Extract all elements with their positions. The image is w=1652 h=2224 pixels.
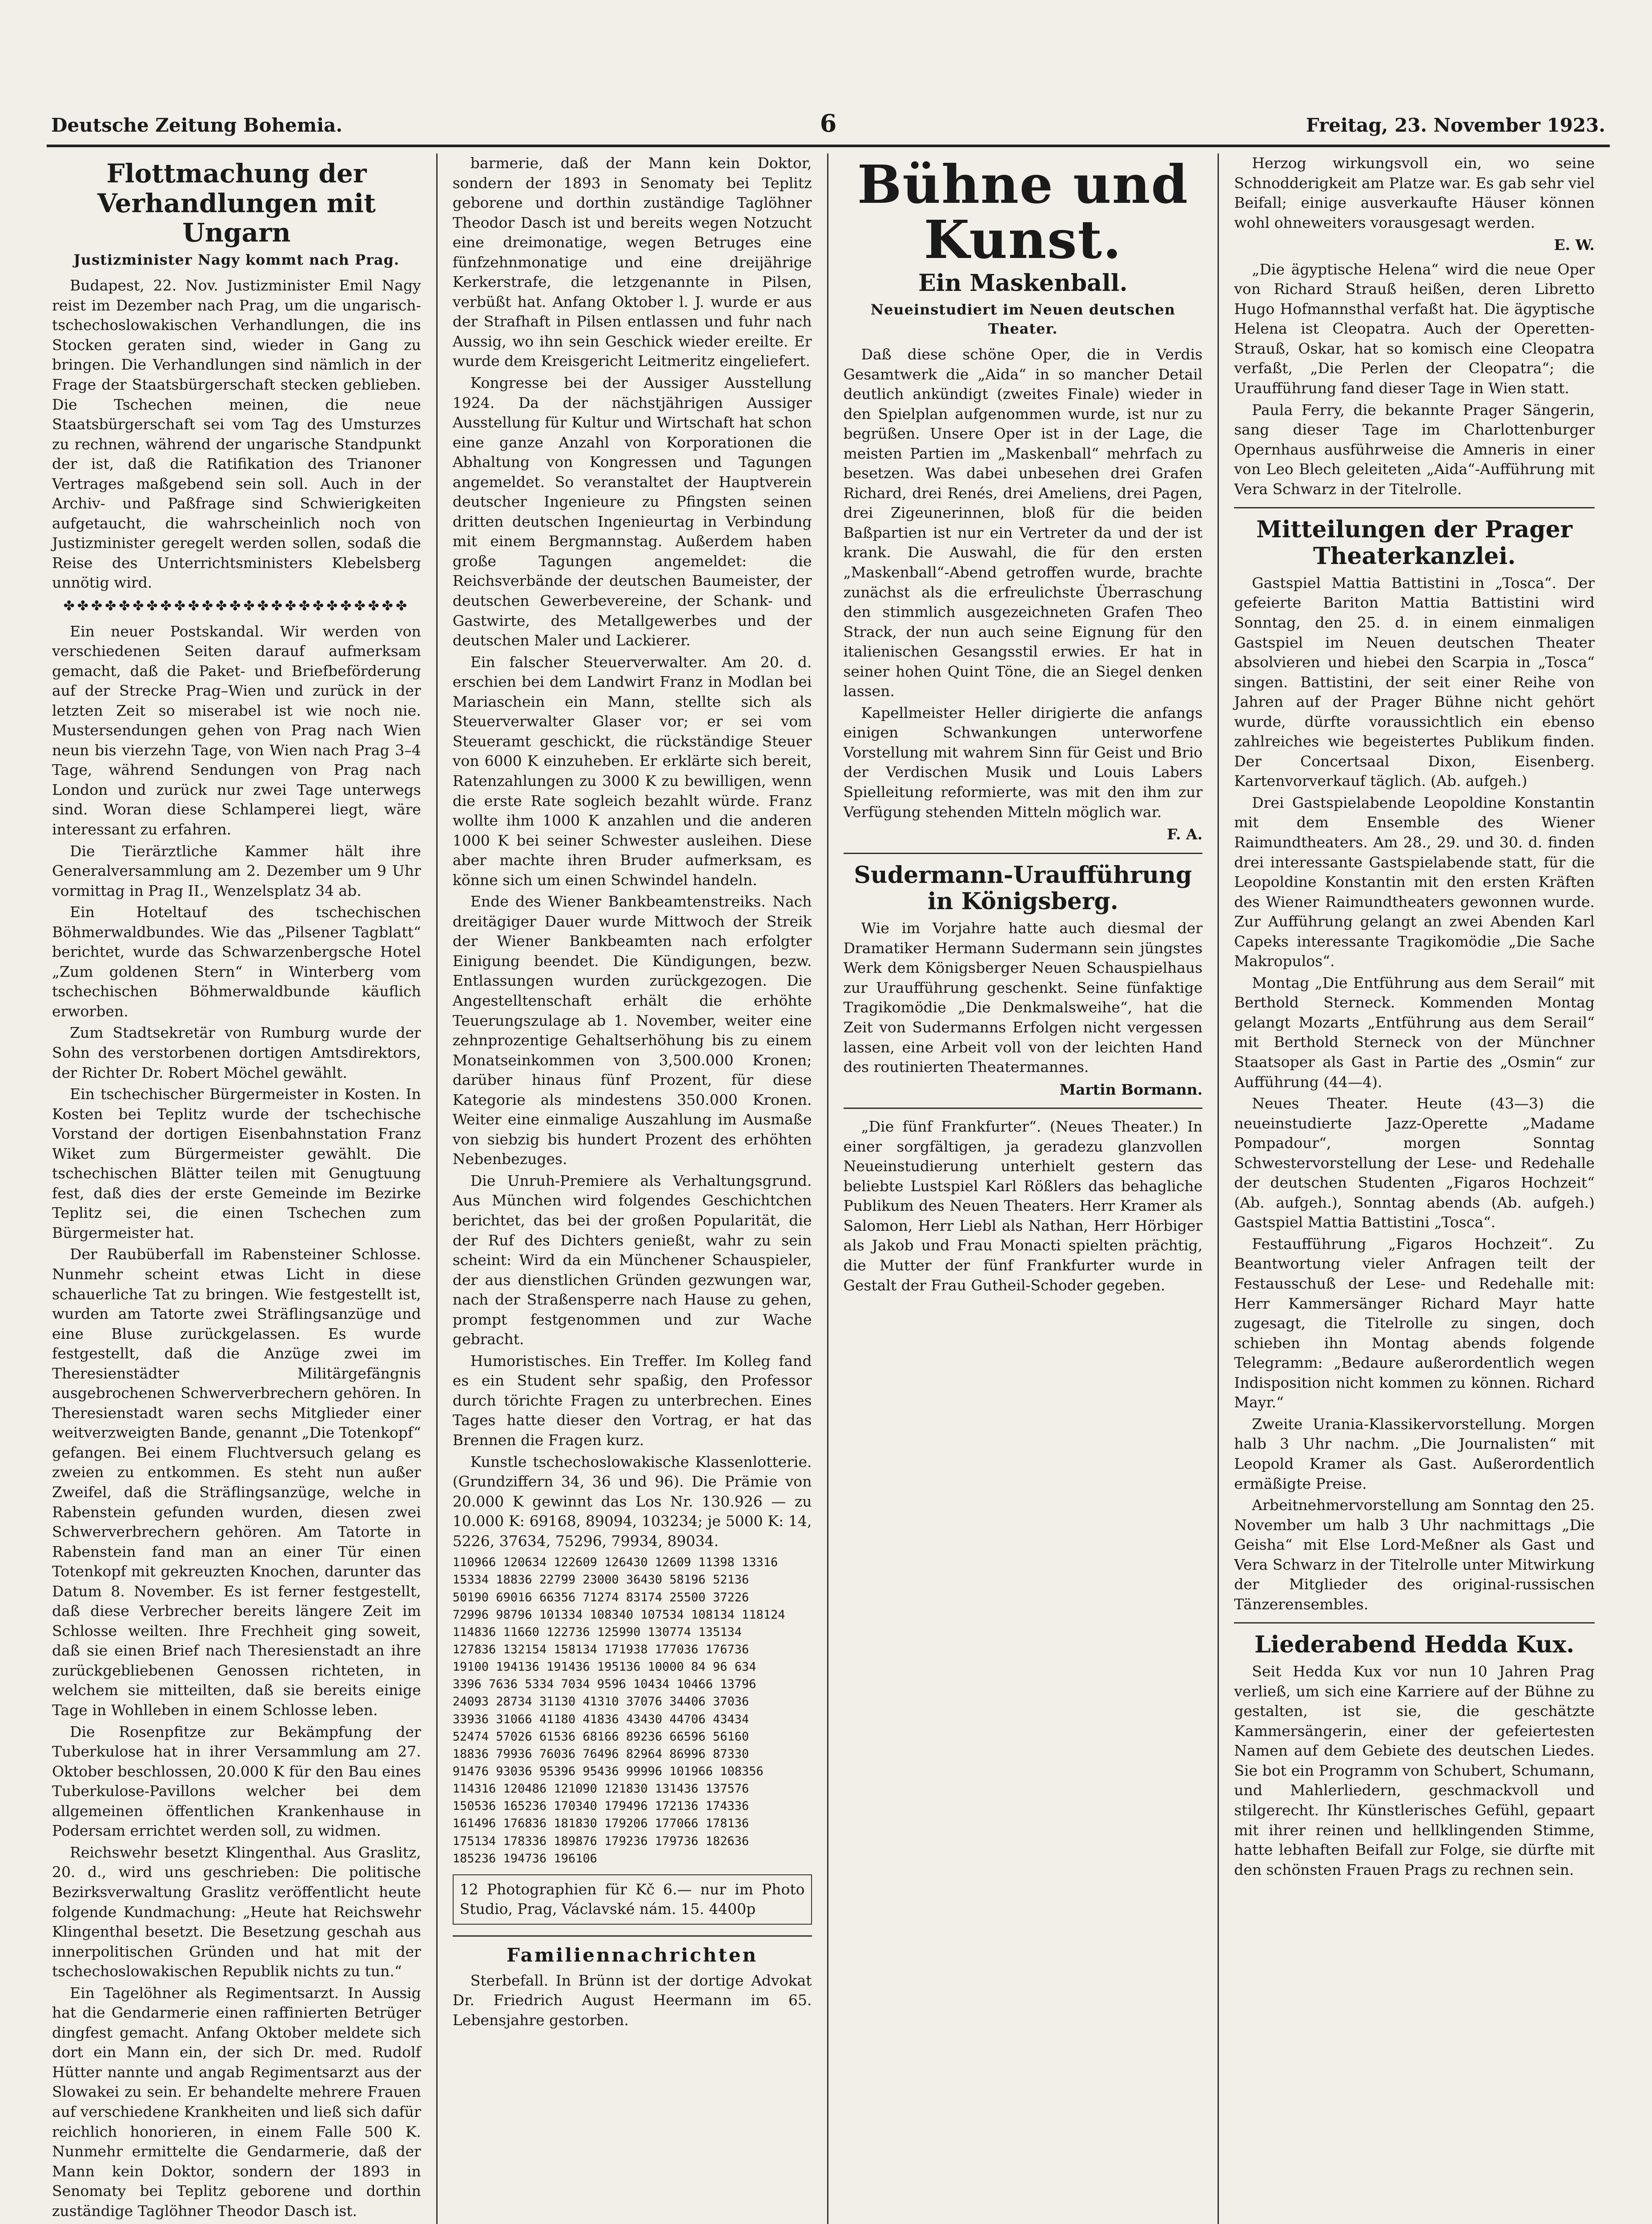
review-signature-fa: F. A.	[1167, 826, 1203, 843]
newspaper-name: Deutsche Zeitung Bohemia.	[51, 114, 342, 136]
article-klingenthal: Reichswehr besetzt Klingenthal. Aus Graslitz, 20. d., wird uns geschrieben: Die politische Bezirksverwaltung Graslitz veröffentlicht heute folgende Kundmachung: „Heute hat Reichswehr Klingenthal besetzt. Die Besetzung geschah aus innerpolitischen Gründen und hat mit der tschechoslowakischen Republik nichts zu tun.“	[52, 1843, 421, 1980]
article-regimentsarzt: Ein Tagelöhner als Regimentsarzt. In Aussig hat die Gendarmerie einen raffinierten Betrüger dingfest gemacht. Anfang Oktober meldete sich dort ein Mann ein, der sich Dr. med. Rudolf Hütter nannte und angab Regimentsarzt aus der Slowakei zu sein. Er behandelte mehrere Frauen auf verschiedene Krankheiten und ließ sich dafür reichlich honorieren, in einem Falle 500 K. Nunmehr ermittelte die Gendarmerie, daß der Mann kein Doktor, sondern der 1893 in Senomaty bei Teplitz geborene und dorthin zuständige Taglöhner Theodor Dasch ist.	[52, 1984, 421, 2220]
article-postskandal: Ein neuer Postskandal. Wir werden von verschiedenen Seiten darauf aufmerksam gemacht, daß die Paket- und Briefbeförderung auf der Strecke Prag–Wien und zurück in der letzten Zeit so miserabel ist wie noch nie. Mustersendungen gehen von Prag nach Wien neun bis vierzehn Tage, von Wien nach Prag 3–4 Tage, während Sendungen von Prag nach London und zurück nur zwei Tage unterwegs sind. Woran diese Schlamperei liegt, wäre interessant zu erfahren.	[52, 622, 421, 838]
review-frankfurter-cont: Herzog wirkungsvoll ein, wo seine Schnodderigkeit am Platze war. Es gab sehr viel Beifall; einige ausverkaufte Häuser können wohl ohneweiters vorausgesagt werden.	[1234, 154, 1595, 231]
article-regimentsarzt-cont: barmerie, daß der Mann kein Doktor, sondern der 1893 in Senomaty bei Teplitz geborene und dorthin zuständige Taglöhner Theodor Dasch ist und bereits wegen Notzucht eine dreimonatige, wegen Betruges eine fünfzehnmonatige und eine dreijährige Kerkerstrafe, die letzgenannte in Pilsen, verbüßt hat. Anfang Oktober l. J. wurde er aus der Strafhaft in Pilsen entlassen und fuhr nach Aussig, wo ihn sein Geschick wieder ereilte. Er wurde dem Kreisgericht Leitmeritz eingeliefert.	[452, 154, 812, 370]
page-number: 6	[820, 109, 837, 137]
article-tieraerztliche-kammer: Die Tierärztliche Kammer hält ihre Generalversammlung am 2. Dezember um 9 Uhr vormittag in Prag II., Wenzelsplatz 34 ab.	[52, 842, 421, 899]
review-hedda-kux: Seit Hedda Kux vor nun 10 Jahren Prag verließ, um sich eine Karriere auf der Bühne zu gestalten, ist sie, die geschätzte Kammersängerin, einer der gefeiertesten Namen auf dem Gebiete des deutschen Liedes. Sie bot ein Programm von Schubert, Schumann, und Mahlerliedern, geschmackvoll und stilgerecht. Ihr Künstlerisches Gefühl, gepaart mit ihrer reinen und hellklingenden Stimme, hatte lebhaften Beifall zur Folge, sie dürfte mit den schönsten Frauen Prags zu rechnen sein.	[1234, 1663, 1595, 1878]
section-theaterkanzlei: Mitteilungen der Prager Theaterkanzlei.	[1256, 516, 1573, 570]
column-3	[828, 153, 1219, 2224]
photo-advertisement: 12 Photographien für Kč 6.— nur im Photo Studio, Prag, Václavské nám. 15. 4400p	[453, 1874, 812, 1925]
column-2	[438, 153, 828, 2224]
notice-arbeitnehmer: Arbeitnehmervorstellung am Sonntag den 25. November um halb 3 Uhr nachmittags „Die Geisha“ mit Else Lord-Meßner als Gast und Vera Schwarz in der Titelrolle unter Mitwirkung der Mitglieder des original-russischen Tänzerensembles.	[1234, 1496, 1595, 1613]
headline-sudermann: Sudermann-Uraufführung in Königsberg.	[854, 861, 1192, 915]
notice-entfuehrung: Montag „Die Entführung aus dem Serail“ mit Berthold Sterneck. Kommenden Montag gelangt Mozarts „Entführung aus dem Serail“ mit Berthold Sterneck von der Münchner Staatsoper als Gast in Partie des „Osmin“ zur Aufführung (44—4).	[1234, 974, 1595, 1091]
lottery-heading: Kunstle tschechoslowakische Klassenlotterie. (Grundziffern 34, 36 und 96). Die Prämie von 20.000 K gewinnt das Los Nr. 130.926 — zu 10.000 K: 69168, 89094, 103234; je 5000 K: 14, 5226, 37634, 75296, 79934, 89034.	[452, 1453, 812, 1550]
article-bankbeamtenstreik: Ende des Wiener Bankbeamtenstreiks. Nach dreitägiger Dauer wurde Mittwoch der Streik der Wiener Bankbeamten nach erfolgter Einigung beendet. Die Kündigungen, bezw. Entlassungen wurden zurückgezogen. Die Angestelltenschaft erhält die erhöhte Teuerungszulage ab 1. November, weiter eine zehnprozentige Gehaltserhöhung bis zu einem Monatseinkommen von 3,500.000 Kronen; darüber hinaus fünf Prozent, für diese Kategorie als mindestens 350.000 Kronen. Weiter eine einmalige Auszahlung im Ausmaße von siebzig bis hundert Prozent des erhöhten Nebenbezuges.	[452, 893, 812, 1168]
article-unruh-premiere: Die Unruh-Premiere als Verhaltungsgrund. Aus München wird folgendes Geschichtchen berichtet, das bei der großen Popularität, die der Ruf des Dichters genießt, wahr zu sein scheint: Wird da ein Münchener Schauspieler, der aus dienstlichen Gründen gezwungen war, nach der Straßensperre nach Hause zu gehen, prompt festgenommen und zur Wache gebracht.	[452, 1172, 812, 1348]
article-kosten: Ein tschechischer Bürgermeister in Kosten. In Kosten bei Teplitz wurde der tschechische Vorstand der dortigen Eisenbahnstation Franz Wiket zum Bürgermeister gewählt. Die tschechischen Blätter teilen mit Genugtuung fest, daß dies der erste Gemeinde im Bezirke Teplitz sei, die einen Tschechen zum Bürgermeister hat.	[52, 1085, 421, 1241]
review-maskenball-2: Kapellmeister Heller dirigierte die anfangs einigen Schwankungen unterworfene Vorstellung mit wahrem Sinn für Geist und Brio der Verdischen Musik und Louis Labers Spielleitung reformierte, was mit den ihm zur Verfügung stehenden Mitteln möglich war.	[843, 704, 1203, 821]
article-humoristisches: Humoristisches. Ein Treffer. Im Kolleg fand es ein Student sehr spaßig, den Professor durch törichte Fragen zu unterbrechen. Eines Tages hatte dieser den Vortrag, er hat das Brennen die Fragen kurz.	[452, 1352, 812, 1449]
divider	[844, 853, 1203, 854]
headline-maskenball: Ein Maskenball.	[918, 269, 1128, 297]
review-signature-ew: E. W.	[1554, 236, 1595, 254]
review-signature-bormann: Martin Bormann.	[1059, 1080, 1203, 1098]
headline-hungary: Flottmachung der Verhandlungen mit Ungarn	[97, 158, 376, 248]
article-aussiger-ausstellung: Kongresse bei der Aussiger Ausstellung 1924. Da der nächstjährigen Aussiger Ausstellung für Kultur und Wirtschaft hat schon eine ganze Anzahl von Korporationen die Abhaltung von Kongressen und Tagungen angemeldet. So veranstaltet der Hauptverein deutscher Ingenieure zu Pfingsten seinen dritten deutschen Ingenieurtag in Verbindung mit einem Bergmannstag. Außerdem haben große Tagungen angemeldet: die Reichsverbände der deutschen Baumeister, der deutschen Gewerbevereine, der Schank- und Gastwirte, des Metallgewerbes und der deutschen Maler und Lackierer.	[452, 374, 812, 649]
article-hungary-text: Budapest, 22. Nov. Justizminister Emil Nagy reist im Dezember nach Prag, um die ungarisch-tschechoslowakischen Verhandlungen, die ins Stocken geraten sind, wieder in Gang zu bringen. Die Verhandlungen sind nämlich in der Frage der Staatsbürgerschaft stecken geblieben. Die Tschechen meinen, die neue Staatsbürgerschaft sei vom Tag des Umsturzes zu rechnen, während der ungarische Standpunkt der ist, daß die Ratifikation des Trianoner Vertrages maßgebend sein soll. Auch in der Archiv- und Paßfrage sind Schwierigkeiten aufgetaucht, die wahrscheinlich noch von Justizminister geregelt werden sollen, sodaß die Reise des Unterrichtsministers Klebelsberg unnötig wird.	[52, 277, 421, 592]
headline-hedda-kux: Liederabend Hedda Kux.	[1254, 1631, 1575, 1659]
review-frankfurter: „Die fünf Frankfurter“. (Neues Theater.) In einer sorgfältigen, ja geradezu glanzvollen Neueinstudierung unterhielt gestern das beliebte Lustspiel Karl Rößlers das behagliche Publikum des Neuen Theaters. Herr Kramer als Salomon, Herr Liebl als Nathan, Herr Hörbiger als Jakob und Frau Monacti spielten prächtig, die Mutter der fünf Frankfurter wurde in Gestalt der Frau Gutheil-Schoder gegeben.	[843, 1118, 1203, 1294]
family-news-text: Sterbefall. In Brünn ist der dortige Advokat Dr. Friedrich August Heermann im 65. Lebensjahre gestorben.	[452, 1971, 812, 2029]
article-steuerverwalter: Ein falscher Steuerverwalter. Am 20. d. erschien bei dem Landwirt Franz in Modlan bei Mariaschein ein Mann, stellte sich als Steuerverwalter Glaser vor; er sei vom Steueramt geschickt, die rückständige Steuer von 6000 K einzuheben. Er erklärte sich bereit, Ratenzahlungen zu 3000 K zu bewilligen, wenn die erste Rate sogleich bezahlt würde. Franz wollte ihm 1000 K anzahlen und die anderen 1000 K bei seiner Schwester ausleihen. Diese aber machte ihren Bruder aufmerksam, es könne sich um einen Schwindel handeln.	[452, 653, 812, 889]
issue-date: Freitag, 23. November 1923.	[1306, 114, 1605, 136]
review-maskenball: Daß diese schöne Oper, die in Verdis Gesamtwerk die „Aida“ in so mancher Detail deutlich ankündigt (zweites Finale) wieder in den Spielplan aufgenommen wurde, ist nur zu begrüßen. Unsere Oper ist in der Lage, die meisten Partien im „Maskenball“ mehrfach zu besetzen. Was dabei unbesehen drei Grafen Richard, drei Renés, drei Ameliens, drei Pagen, drei Zigeunerinnen, bloß für die beiden Baßpartien ist nur ein Vertreter da und der ist krank. Die Auswahl, die für den ersten „Maskenball“-Abend getroffen wurde, brachte zunächst als die erfreulichste Überraschung den stimmlich ausgezeichneten Grafen Theo Strack, der nun auch seine Eignung für den italienischen Gesangsstil erwies. Er hat in seiner hohen Quint Töne, die an Siegel denken lassen.	[843, 345, 1203, 700]
divider	[1234, 1622, 1595, 1624]
article-aegyptische-helena: „Die ägyptische Helena“ wird die neue Oper von Richard Strauß heißen, deren Libretto Hugo Hofmannsthal verfaßt hat. Die ägyptische Helena ist Cleopatra. Auch der Operetten-Strauß, Oskar, hat so komisch eine Cleopatra verfaßt, „Die Perlen der Cleopatra“; die Uraufführung fand dieser Tage in Wien statt.	[1234, 260, 1595, 397]
article-hotelkauf: Ein Hoteltauf des tschechischen Böhmerwaldbundes. Wie das „Pilsener Tagblatt“ berichtet, wurde das Schwarzenbergsche Hotel „Zum goldenen Stern“ in Winterberg vom tschechischen Böhmerwaldbunde käuflich erworben.	[52, 903, 421, 1020]
article-rumburg: Zum Stadtsekretär von Rumburg wurde der Sohn des verstorbenen dortigen Amtsdirektors, der Richter Dr. Robert Möchel gewählt.	[52, 1024, 421, 1081]
notice-urania: Zweite Urania-Klassikervorstellung. Morgen halb 3 Uhr nachm. „Die Journalisten“ mit Leopold Kramer als Gast. Außerordentlich ermäßigte Preise.	[1234, 1415, 1595, 1492]
divider	[1234, 507, 1595, 508]
column-grid	[47, 153, 1610, 2224]
section-title-buehne: Bühne und Kunst.	[857, 153, 1189, 270]
article-paula-ferry: Paula Ferry, die bekannte Prager Sängerin, sang dieser Tage im Charlottenburger Opernhaus ausführweise die Amneris in einer von Leo Blech geleiteten „Aida“-Aufführung mit Vera Schwarz in der Titelrolle.	[1234, 401, 1595, 498]
family-news-title: Familiennachrichten	[453, 1935, 812, 1968]
kicker-neueinstudiert: Neueinstudiert im Neuen deutschen Theater.	[870, 301, 1176, 337]
kicker-nagy: Justizminister Nagy kommt nach Prag.	[73, 251, 400, 269]
ornament-divider: ✤✤✤✤✤✤✤✤✤✤✤✤✤✤✤✤✤✤✤✤✤✤✤✤✤	[63, 598, 410, 614]
article-rabenstein: Der Raubüberfall im Rabensteiner Schlosse. Nunmehr scheint etwas Licht in diese schauerliche Tat zu bringen. Wie festgestellt ist, wurden am Tatorte zwei Sträflingsanzüge und eine Bluse zurückgelassen. Es wurde festgestellt, daß die Anzüge zwei im Theresienstädter Militärgefängnis ausgebrochenen Schwerverbrechern gehören. In Theresienstadt waren sechs Mitglieder einer weitverzweigten Bande, genannt „Die Totenkopf“ gefangen. Bei einem Fluchtversuch gelang es zweien zu entkommen. Es steht nun außer Zweifel, daß die Sträflingsanzüge, welche in Rabenstein gefunden wurden, diesen zwei Schwerverbrechern gehören. Am Tatorte in Rabenstein fand man an einer Tür einen Totenkopf mit gekreuzten Knochen, darunter das Datum 8. November. Es ist ferner festgestellt, daß diese Verbrecher bereits längere Zeit im Schlosse weilten. Ihre Frechheit ging soweit, daß sie einen Brief nach Theresienstadt an ihre zurückgebliebenen Genossen richteten, in welchem sie mitteilten, daß sie bereits einige Tage in Wohlleben in einem Schlosse leben.	[52, 1245, 421, 1719]
notice-figaro: Festaufführung „Figaros Hochzeit“. Zu Beantwortung vieler Anfragen teilt der Festausschuß der Lese- und Redehalle mit: Herr Kammersänger Richard Mayr hatte zugesagt, die Titelrolle zu singen, doch schieben ihn Montag abends folgende Telegramm: „Bedaure außerordentlich wegen Indisposition nicht kommen zu können. Richard Mayr.“	[1234, 1235, 1595, 1411]
lottery-number-table: 110966 120634 122609 126430 12609 11398 13316 15334 18836 22799 23000 36430 58196 52136 50190 69016 66356 71274 83174 25500 37226 72996 98796 101334 108340 107534 108134 118124 114836 11660 122736 125990 130774 135134 127836 132154 158134 171938 177036 176736 19100 194136 191436 195136 10000 84 96 634 3396 7636 5334 7034 9596 10434 10466 13796 24093 28734 31130 41310 37076 34406 37036 33936 31066 41180 41836 43430 44706 43434 52474 57026 61536 68166 89236 66596 56160 18836 79936 76036 76496 82964 86996 87330 91476 93036 95396 95436 99996 101966 108356 114316 120486 121090 121830 131436 137576 150536 165236 170340 179496 172136 174336 161496 176836 181830 179206 177066 178136 175134 178336 189876 179236 179736 182636 185236 194736 196106	[452, 1555, 785, 1865]
divider	[844, 1108, 1203, 1109]
notice-konstantin: Drei Gastspielabende Leopoldine Konstantin mit dem Ensemble des Wiener Raimundtheaters. Am 28., 29. und 30. d. finden drei interessante Gastspielabende statt, für die Leopoldine Konstantin mit den ersten Kräften des Wiener Raimundtheaters gewonnen wurde. Zur Aufführung gelangt an zwei Abenden Karl Capeks interessante Tragikomödie „Die Sache Makropulos“.	[1234, 794, 1595, 970]
column-1	[47, 153, 438, 2224]
column-4	[1219, 153, 1610, 2224]
notice-neues-theater: Neues Theater. Heute (43—3) die neueinstudierte Jazz-Operette „Madame Pompadour“, morgen Sonntag Schwestervorstellung der Lese- und Redehalle der deutschen Studenten „Figaros Hochzeit“ (Ab. aufgeh.), Sonntag abends (Ab. aufgeh.) Gastspiel Mattia Battistini „Tosca“.	[1234, 1095, 1595, 1231]
running-head	[47, 105, 1610, 147]
article-tuberkulose: Die Rosenpfitze zur Bekämpfung der Tuberkulose hat in ihrer Versammlung am 27. Oktober beschlossen, 20.000 K für den Bau eines Tuberkulose-Pavillons welcher bei dem allgemeinen öffentlichen Krankenhause in Podersam errichtet werden soll, zu widmen.	[52, 1723, 421, 1840]
notice-battistini: Gastspiel Mattia Battistini in „Tosca“. Der gefeierte Bariton Mattia Battistini wird Sonntag, den 25. d. in einem einmaligen Gastspiel im Neuen deutschen Theater absolvieren und hiebei den Scarpia in „Tosca“ singen. Battistini, der seit einer Reihe von Jahren auf der Prager Bühne nicht gehört wurde, dürfte voraussichtlich ein ebenso zahlreiches wie begeistertes Publikum finden. Der Concertsaal Dixon, Eisenberg. Kartenvorverkauf täglich. (Ab. aufgeh.)	[1234, 574, 1595, 790]
review-sudermann: Wie im Vorjahre hatte auch diesmal der Dramatiker Hermann Sudermann sein jüngstes Werk dem Königsberger Neuen Schauspielhaus zur Uraufführung geschenkt. Seine fünfaktige Tragikomödie „Die Denkmalsweihe“, hat die Zeit von Sudermanns Erfolgen nicht vergessen lassen, eine Arbeit voll von der leichten Hand des routinierten Theatermannes.	[843, 919, 1203, 1076]
